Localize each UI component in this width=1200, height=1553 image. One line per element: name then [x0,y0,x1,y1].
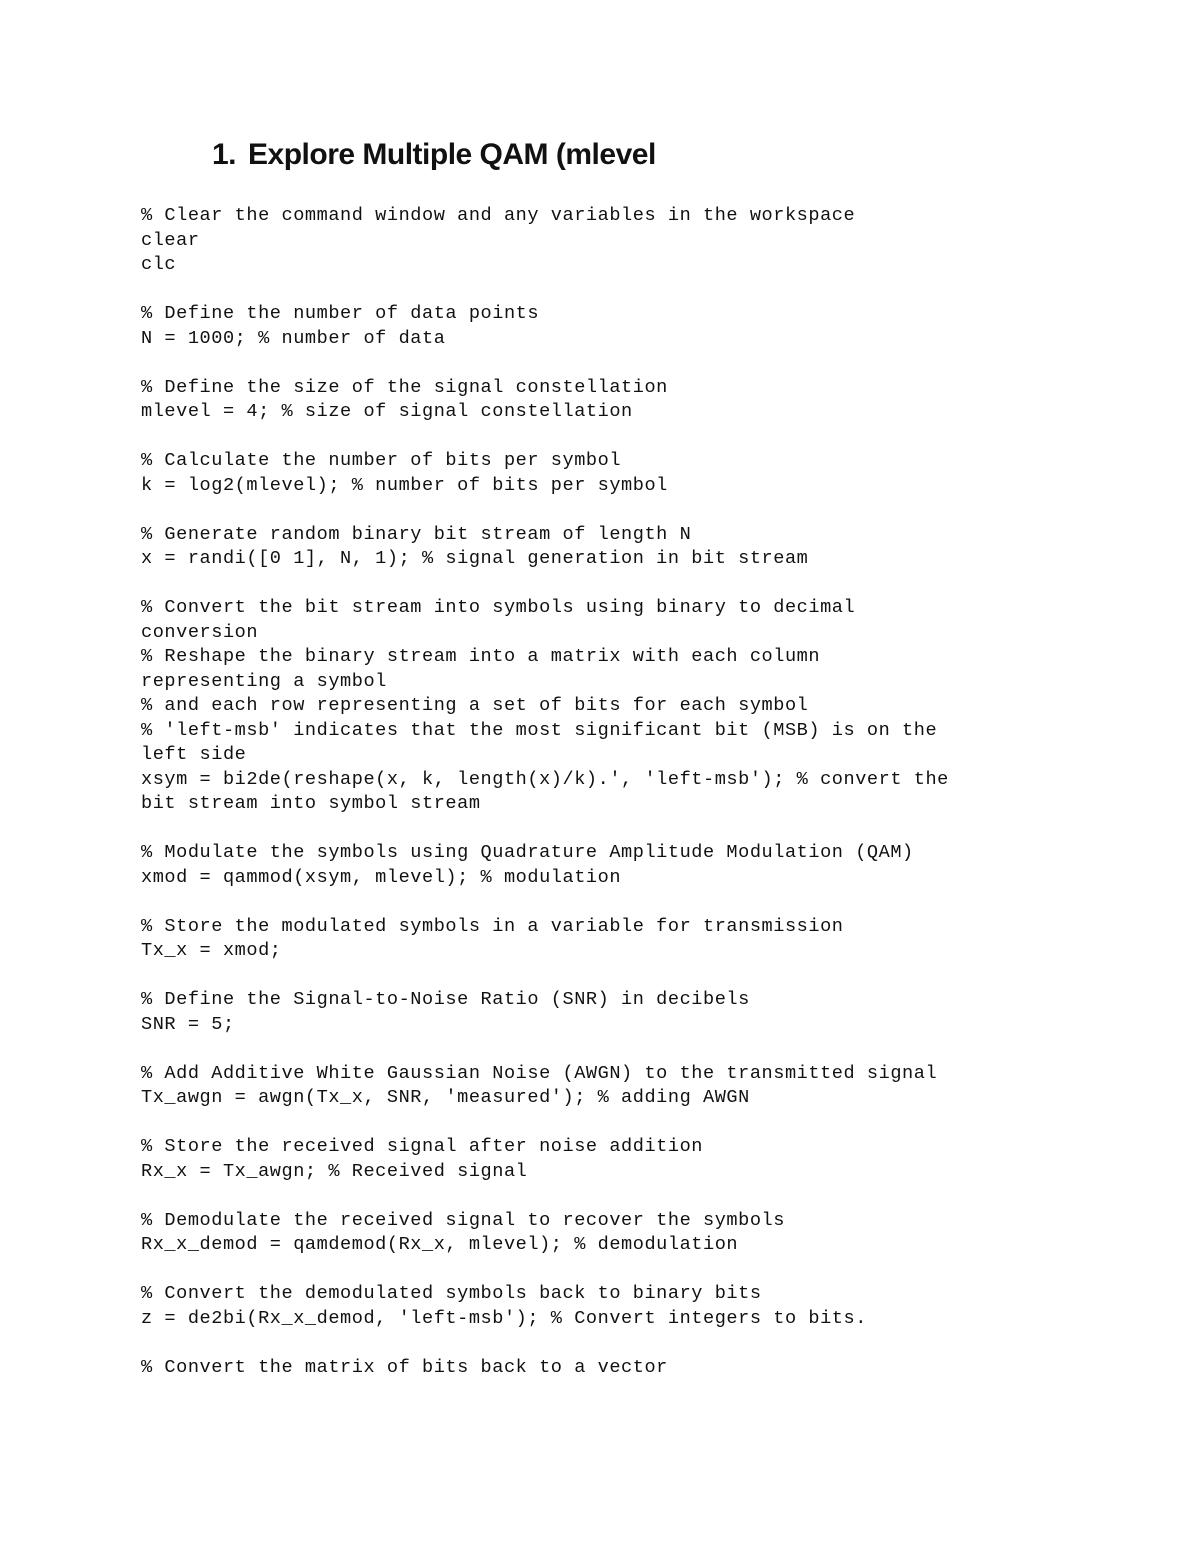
code-comment-line: % Convert the demodulated symbols back to binary bits [141,1283,762,1304]
code-block [141,1282,1101,1331]
code-line: left side [141,744,247,765]
code-comment-line: % Store the modulated symbols in a variable for transmission [141,915,844,937]
code-line: xmod = qammod(xsym, mlevel); % modulation [141,866,622,888]
code-comment-line: % Define the Signal-to-Noise Ratio (SNR) in decibels [141,989,750,1010]
code-block [141,1356,1101,1381]
code-block [141,988,1101,1037]
code-line: conversion [141,621,259,643]
code-comment-line: % Reshape the binary stream into a matrix with each column [141,646,821,667]
code-block [141,596,1101,817]
code-line: SNR = 5; [141,1013,235,1035]
code-comment-line: % and each row representing a set of bits for each symbol [141,695,809,716]
code-comment-line: % Define the number of data points [141,303,540,324]
code-block [141,1062,1101,1111]
code-line: Rx_x = Tx_awgn; % Received signal [141,1160,528,1182]
code-line: Rx_x_demod = qamdemod(Rx_x, mlevel); % demodulation [141,1234,739,1255]
code-line: xsym = bi2de(reshape(x, k, length(x)/k).', 'left-msb'); % convert the [141,768,949,790]
section-number: 1. [212,138,237,171]
code-comment-line: % Add Additive White Gaussian Noise (AWGN) to the transmitted signal [141,1062,938,1084]
code-comment-line: % Demodulate the received signal to recover the symbols [141,1209,785,1231]
code-block [141,1135,1101,1184]
code-line: clc [141,254,177,275]
code-line: representing a symbol [141,670,387,692]
code-block [141,376,1101,425]
code-block [141,523,1101,572]
code-comment-line: % Clear the command window and any variables in the workspace [141,205,856,226]
section-title: Explore Multiple QAM (mlevel [248,138,656,171]
code-block [141,915,1101,964]
code-block [141,204,1101,278]
code-line: clear [141,229,200,251]
code-comment-line: % Convert the matrix of bits back to a vector [141,1356,668,1378]
code-block [141,449,1101,498]
code-comment-line: % Define the size of the signal constellation [141,376,668,398]
code-line: k = log2(mlevel); % number of bits per symbol [141,474,668,496]
code-comment-line: % Modulate the symbols using Quadrature Amplitude Modulation (QAM) [141,842,914,863]
code-block [141,302,1101,351]
code-comment-line: % Store the received signal after noise addition [141,1136,703,1157]
code-line: z = de2bi(Rx_x_demod, 'left-msb'); % Convert integers to bits. [141,1307,867,1329]
code-comment-line: % Convert the bit stream into symbols using binary to decimal [141,597,856,618]
code-comment-line: % Calculate the number of bits per symbol [141,450,622,471]
code-comment-line: % Generate random binary bit stream of length N [141,523,692,545]
section-heading [212,138,656,172]
code-listing [141,204,1101,1405]
code-line: bit stream into symbol stream [141,793,481,814]
code-line: Tx_awgn = awgn(Tx_x, SNR, 'measured'); % adding AWGN [141,1087,750,1108]
code-block [141,1209,1101,1258]
code-line: N = 1000; % number of data [141,327,446,349]
code-line: mlevel = 4; % size of signal constellation [141,401,633,422]
code-line: Tx_x = xmod; [141,940,282,961]
code-line: x = randi([0 1], N, 1); % signal generation in bit stream [141,548,809,569]
code-block [141,841,1101,890]
code-comment-line: % 'left-msb' indicates that the most significant bit (MSB) is on the [141,719,938,741]
